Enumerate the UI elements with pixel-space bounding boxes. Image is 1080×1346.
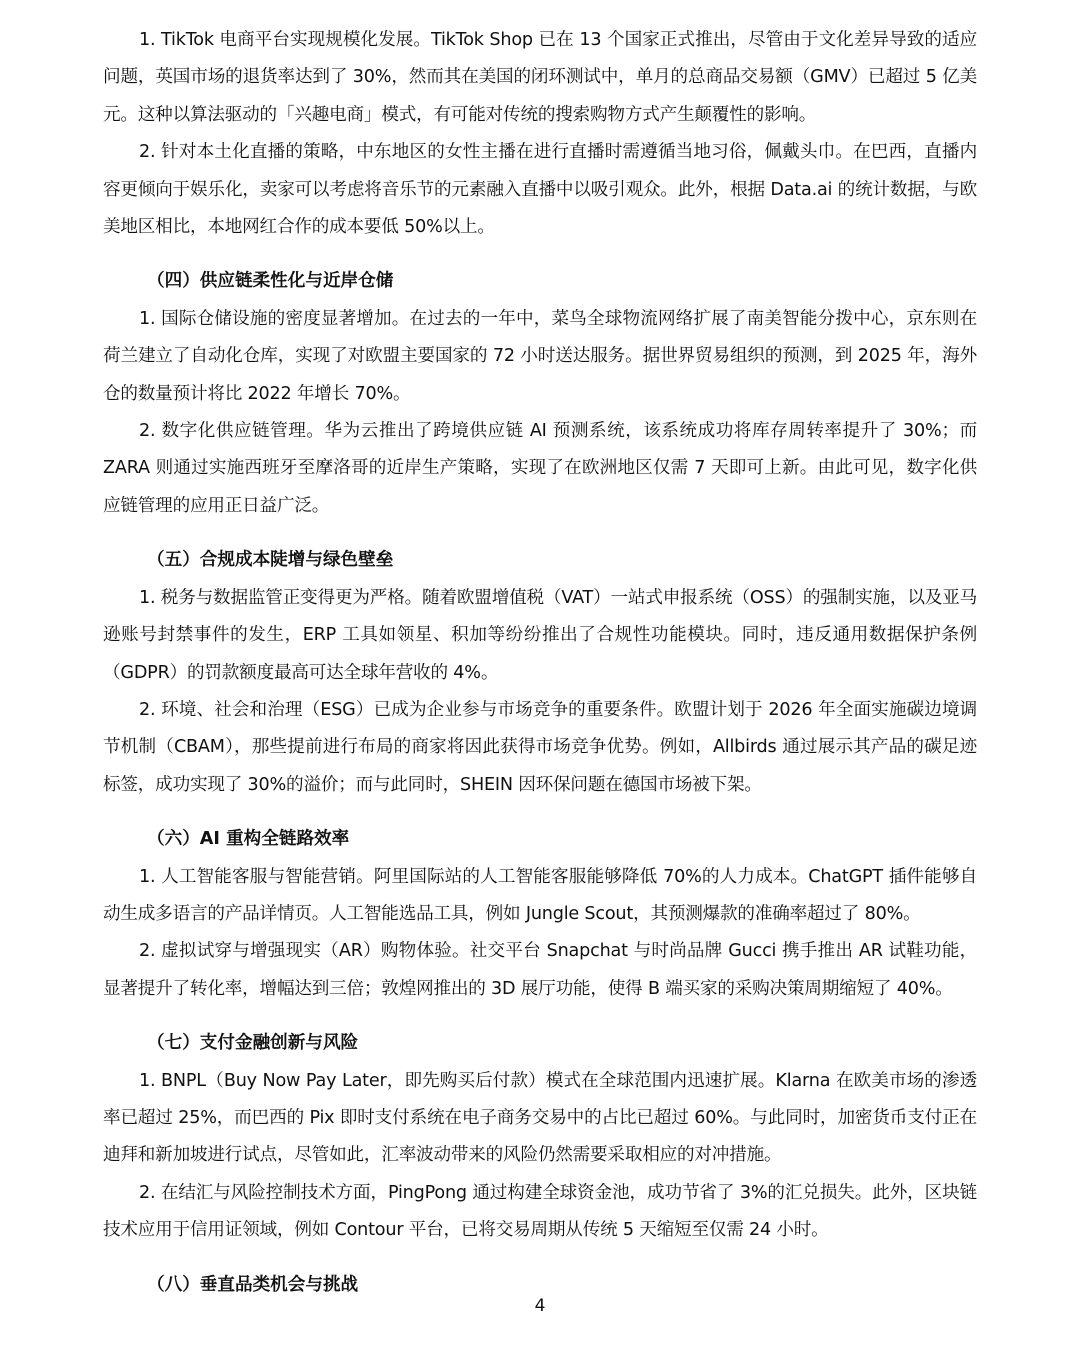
paragraph: 1. 人工智能客服与智能营销。阿里国际站的人工智能客服能够降低 70%的人力成本。ChatGPT 插件能够自动生成多语言的产品详情页。人工智能选品工具，例如 Jungle Scout，其预测爆款的准确率超过了 80%。 xyxy=(103,866,977,924)
paragraph: 2. 虚拟试穿与增强现实（AR）购物体验。社交平台 Snapchat 与时尚品牌 Gucci 携手推出 AR 试鞋功能，显著提升了转化率，增幅达到三倍；敦煌网推出的 3D 展厅功能，使得 B 端买家的采购决策周期缩短了 40%。 xyxy=(103,941,977,999)
section-heading: （八）垂直品类机会与挑战 xyxy=(147,1274,359,1295)
paragraph: 1. 税务与数据监管正变得更为严格。随着欧盟增值税（VAT）一站式申报系统（OSS）的强制实施，以及亚马逊账号封禁事件的发生，ERP 工具如领星、积加等纷纷推出了合规性功能模块。同时，违反通用数据保护条例（GDPR）的罚款额度最高可达全球年营收的 4%。 xyxy=(103,587,977,683)
paragraph: 2. 针对本土化直播的策略，中东地区的女性主播在进行直播时需遵循当地习俗，佩戴头巾。在巴西，直播内容更倾向于娱乐化，卖家可以考虑将音乐节的元素融入直播中以吸引观众。此外，根据 Data.ai 的统计数据，与欧美地区相比，本地网红合作的成本要低 50%以上。 xyxy=(103,142,977,238)
section-heading: （六）AI 重构全链路效率 xyxy=(147,829,350,850)
paragraph: 2. 环境、社会和治理（ESG）已成为企业参与市场竞争的重要条件。欧盟计划于 2026 年全面实施碳边境调节机制（CBAM），那些提前进行布局的商家将因此获得市场竞争优势。例如，Allbirds 通过展示其产品的碳足迹标签，成功实现了 30%的溢价；而与此同时，SHEIN 因环保问题在德国市场被下架。 xyxy=(103,699,977,795)
page-number: 4 xyxy=(534,1296,546,1316)
section-heading: （五）合规成本陡增与绿色壁垒 xyxy=(147,550,394,571)
paragraph: 2. 数字化供应链管理。华为云推出了跨境供应链 AI 预测系统，该系统成功将库存周转率提升了 30%；而 ZARA 则通过实施西班牙至摩洛哥的近岸生产策略，实现了在欧洲地区仅需 7 天即可上新。由此可见，数字化供应链管理的应用正日益广泛。 xyxy=(103,421,977,516)
paragraph: 2. 在结汇与风险控制技术方面，PingPong 通过构建全球资金池，成功节省了 3%的汇兑损失。此外，区块链技术应用于信用证领域，例如 Contour 平台，已将交易周期从传统 5 天缩短至仅需 24 小时。 xyxy=(103,1182,977,1241)
paragraph: 1. TikTok 电商平台实现规模化发展。TikTok Shop 已在 13 个国家正式推出，尽管由于文化差异导致的适应问题，英国市场的退货率达到了 30%，然而其在美国的闭环测试中，单月的总商品交易额（GMV）已超过 5 亿美元。这种以算法驱动的「兴趣电商」模式，有可能对传统的搜索购物方式产生颠覆性的影响。 xyxy=(103,30,977,125)
paragraph: 1. 国际仓储设施的密度显著增加。在过去的一年中，菜鸟全球物流网络扩展了南美智能分拨中心，京东则在荷兰建立了自动化仓库，实现了对欧盟主要国家的 72 小时送达服务。据世界贸易组织的预测，到 2025 年，海外仓的数量预计将比 2022 年增长 70%。 xyxy=(103,308,977,404)
section-heading: （七）支付金融创新与风险 xyxy=(147,1033,359,1054)
section-heading: （四）供应链柔性化与近岸仓储 xyxy=(147,271,394,292)
paragraph: 1. BNPL（Buy Now Pay Later，即先购买后付款）模式在全球范围内迅速扩展。Klarna 在欧美市场的渗透率已超过 25%，而巴西的 Pix 即时支付系统在电子商务交易中的占比已超过 60%。与此同时，加密货币支付正在迪拜和新加坡进行试点，尽管如此，汇率波动带来的风险仍然需要采取相应的对冲措施。 xyxy=(103,1070,977,1166)
document-body xyxy=(103,22,977,1304)
